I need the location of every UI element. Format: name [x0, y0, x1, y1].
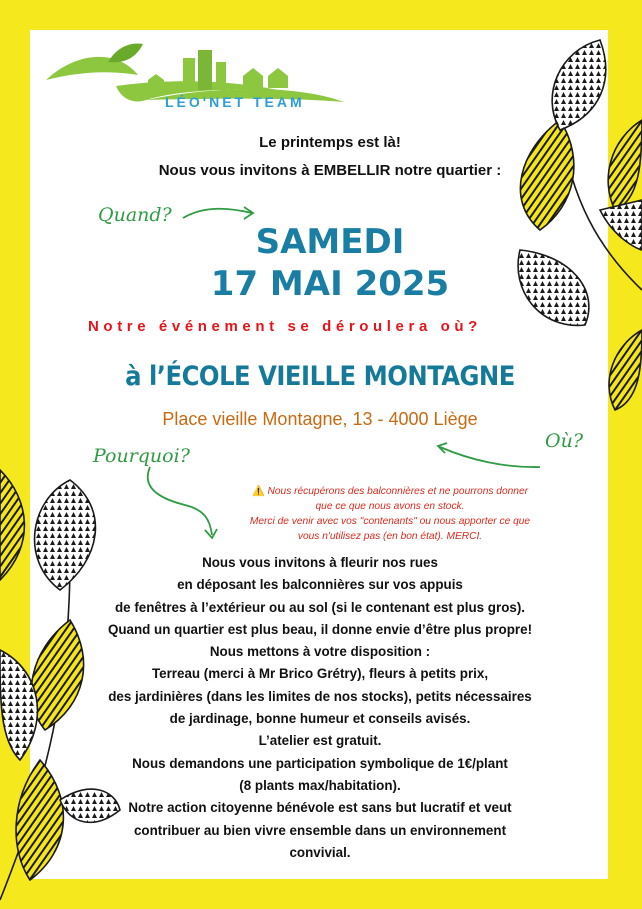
event-date: 17 MAI 2025	[210, 264, 450, 304]
body-line: des jardinières (dans les limites de nos stocks), petits nécessaires	[108, 688, 532, 704]
body-line: convivial.	[289, 844, 351, 860]
note-line-1: Nous récupérons des balconnières et ne pourrons donner	[267, 486, 529, 497]
venue-name: à l’ÉCOLE VIEILLE MONTAGNE	[125, 361, 515, 392]
note-line-2: que ce que nous avons en stock.	[315, 501, 465, 512]
intro-line-1: Le printemps est là!	[259, 134, 401, 151]
note-line-4: vous n'utilisez pas (en bon état). MERCI.	[297, 531, 483, 542]
intro-line-2: Nous vous invitons à EMBELLIR notre quartier :	[158, 162, 502, 179]
body-line: Notre action citoyenne bénévole est sans but lucratif et veut	[128, 800, 512, 816]
venue-address: Place vieille Montagne, 13 - 4000 Liège	[162, 409, 478, 429]
body-line: L’atelier est gratuit.	[258, 733, 382, 749]
label-why: Pourquoi?	[93, 445, 190, 467]
body-line: (8 plants max/habitation).	[239, 777, 401, 793]
stock-note	[220, 484, 560, 544]
body-line: en déposant les balconnières sur vos appuis	[177, 577, 463, 593]
body-line: de jardinage, bonne humeur et conseils avisés.	[169, 711, 471, 727]
where-question: Notre événement se déroulera où?	[88, 318, 482, 335]
body-line: Nous demandons une participation symbolique de 1€/plant	[132, 755, 508, 771]
body-line: contribuer au bien vivre ensemble dans un environnement	[133, 822, 507, 838]
event-day: SAMEDI	[255, 222, 405, 262]
label-when: Quand?	[98, 204, 172, 226]
body-line: Terreau (merci à Mr Brico Grétry), fleurs à petits prix,	[151, 666, 489, 682]
body-line: Quand un quartier est plus beau, il donne envie d’être plus propre!	[107, 621, 533, 637]
body-line: de fenêtres à l’extérieur ou au sol (si le contenant est plus gros).	[114, 599, 525, 615]
label-where: Où?	[545, 430, 583, 452]
body-line: Nous mettons à votre disposition :	[209, 644, 431, 660]
note-line-3: Merci de venir avec vos "contenants" ou nous apporter ce que	[249, 516, 531, 527]
warning-icon: ⚠️	[251, 486, 265, 497]
logo-text: LÉO'NET TEAM	[165, 94, 305, 110]
body-line: Nous vous invitons à fleurir nos rues	[202, 555, 438, 570]
body-text	[50, 552, 590, 864]
